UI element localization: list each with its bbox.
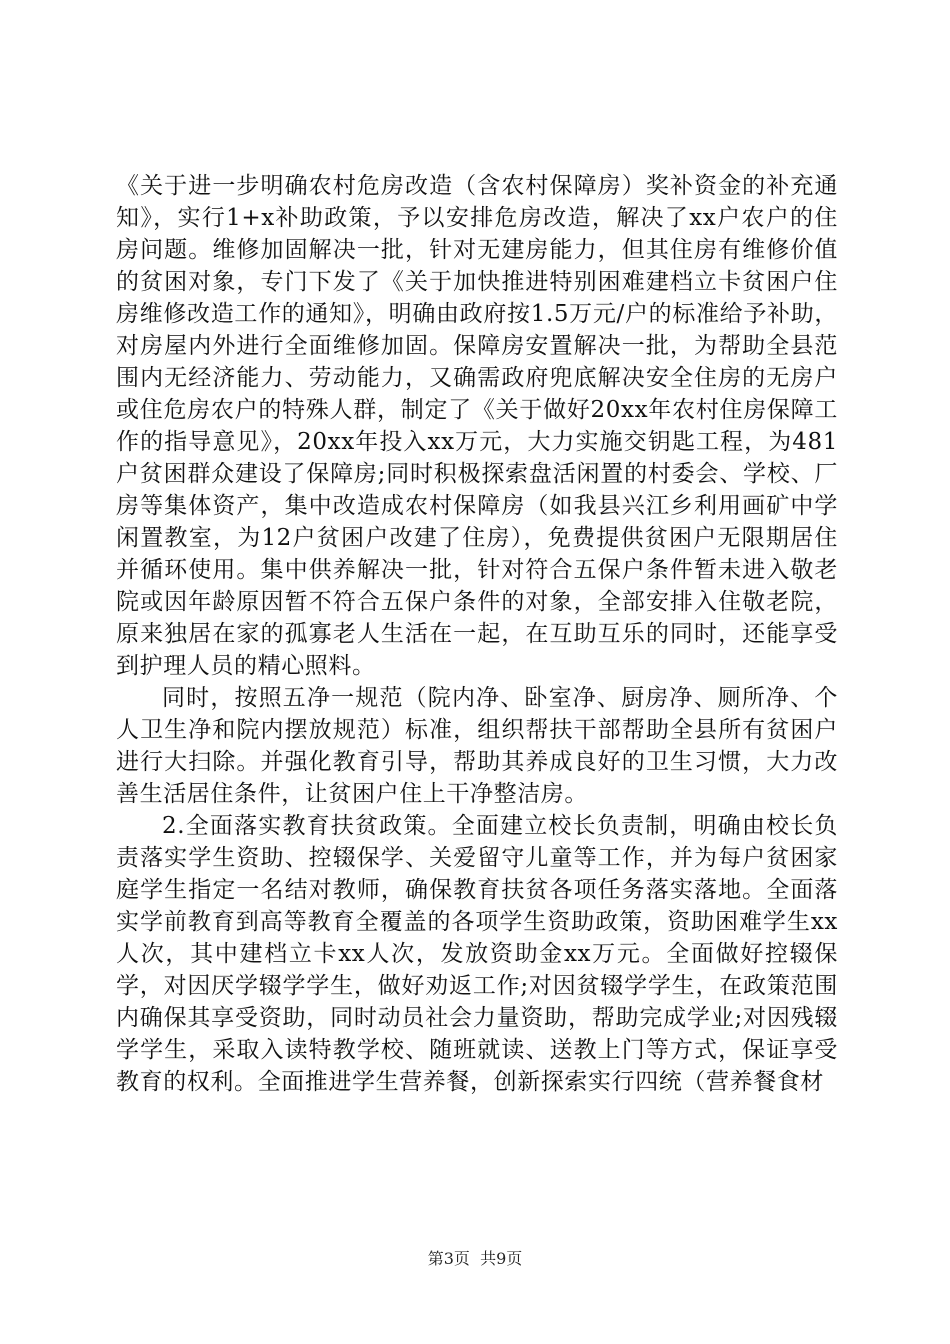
paragraph-education: 2.全面落实教育扶贫政策。全面建立校长负责制，明确由校长负责落实学生资助、控辍保学、关爱留守儿童等工作，并为每户贫困家庭学生指定一名结对教师，确保教育扶贫各项任务落实落地。全面落实学前教育到高等教育全覆盖的各项学生资助政策，资助困难学生xx人次，其中建档立卡xx人次，发放资助金xx万元。全面做好控辍保学，对因厌学辍学学生，做好劝返工作;对因贫辍学学生，在政策范围内确保其享受资助，同时动员社会力量资助，帮助完成学业;对因残辍学学生，采取入读特教学校、随班就读、送教上门等方式，保证享受教育的权利。全面推进学生营养餐，创新探索实行四统（营养餐食材: [116, 813, 838, 1095]
paragraph-cleaning: 同时，按照五净一规范（院内净、卧室净、厨房净、厕所净、个人卫生净和院内摆放规范）标准，组织帮扶干部帮助全县所有贫困户进行大扫除。并强化教育引导，帮助其养成良好的卫生习惯，大力改善生活居住条件，让贫困户住上干净整洁房。: [116, 685, 838, 807]
page-number-footer: 第3页 共9页: [427, 1249, 523, 1268]
document-body: [116, 170, 838, 1098]
paragraph-housing: 《关于进一步明确农村危房改造（含农村保障房）奖补资金的补充通知》，实行1+x补助政策，予以安排危房改造，解决了xx户农户的住房问题。维修加固解决一批，针对无建房能力，但其住房有维修价值的贫困对象，专门下发了《关于加快推进特别困难建档立卡贫困户住房维修改造工作的通知》，明确由政府按1.5万元/户的标准给予补助，对房屋内外进行全面维修加固。保障房安置解决一批，为帮助全县范围内无经济能力、劳动能力，又确需政府兜底解决安全住房的无房户或住危房农户的特殊人群，制定了《关于做好20xx年农村住房保障工作的指导意见》，20xx年投入xx万元，大力实施交钥匙工程，为481户贫困群众建设了保障房;同时积极探索盘活闲置的村委会、学校、厂房等集体资产，集中改造成农村保障房（如我县兴江乡利用画矿中学闲置教室，为12户贫困户改建了住房），免费提供贫困户无限期居住并循环使用。集中供养解决一批，针对符合五保户条件暂未进入敬老院或因年龄原因暂不符合五保户条件的对象，全部安排入住敬老院，原来独居在家的孤寡老人生活在一起，在互助互乐的同时，还能享受到护理人员的精心照料。: [116, 173, 838, 679]
